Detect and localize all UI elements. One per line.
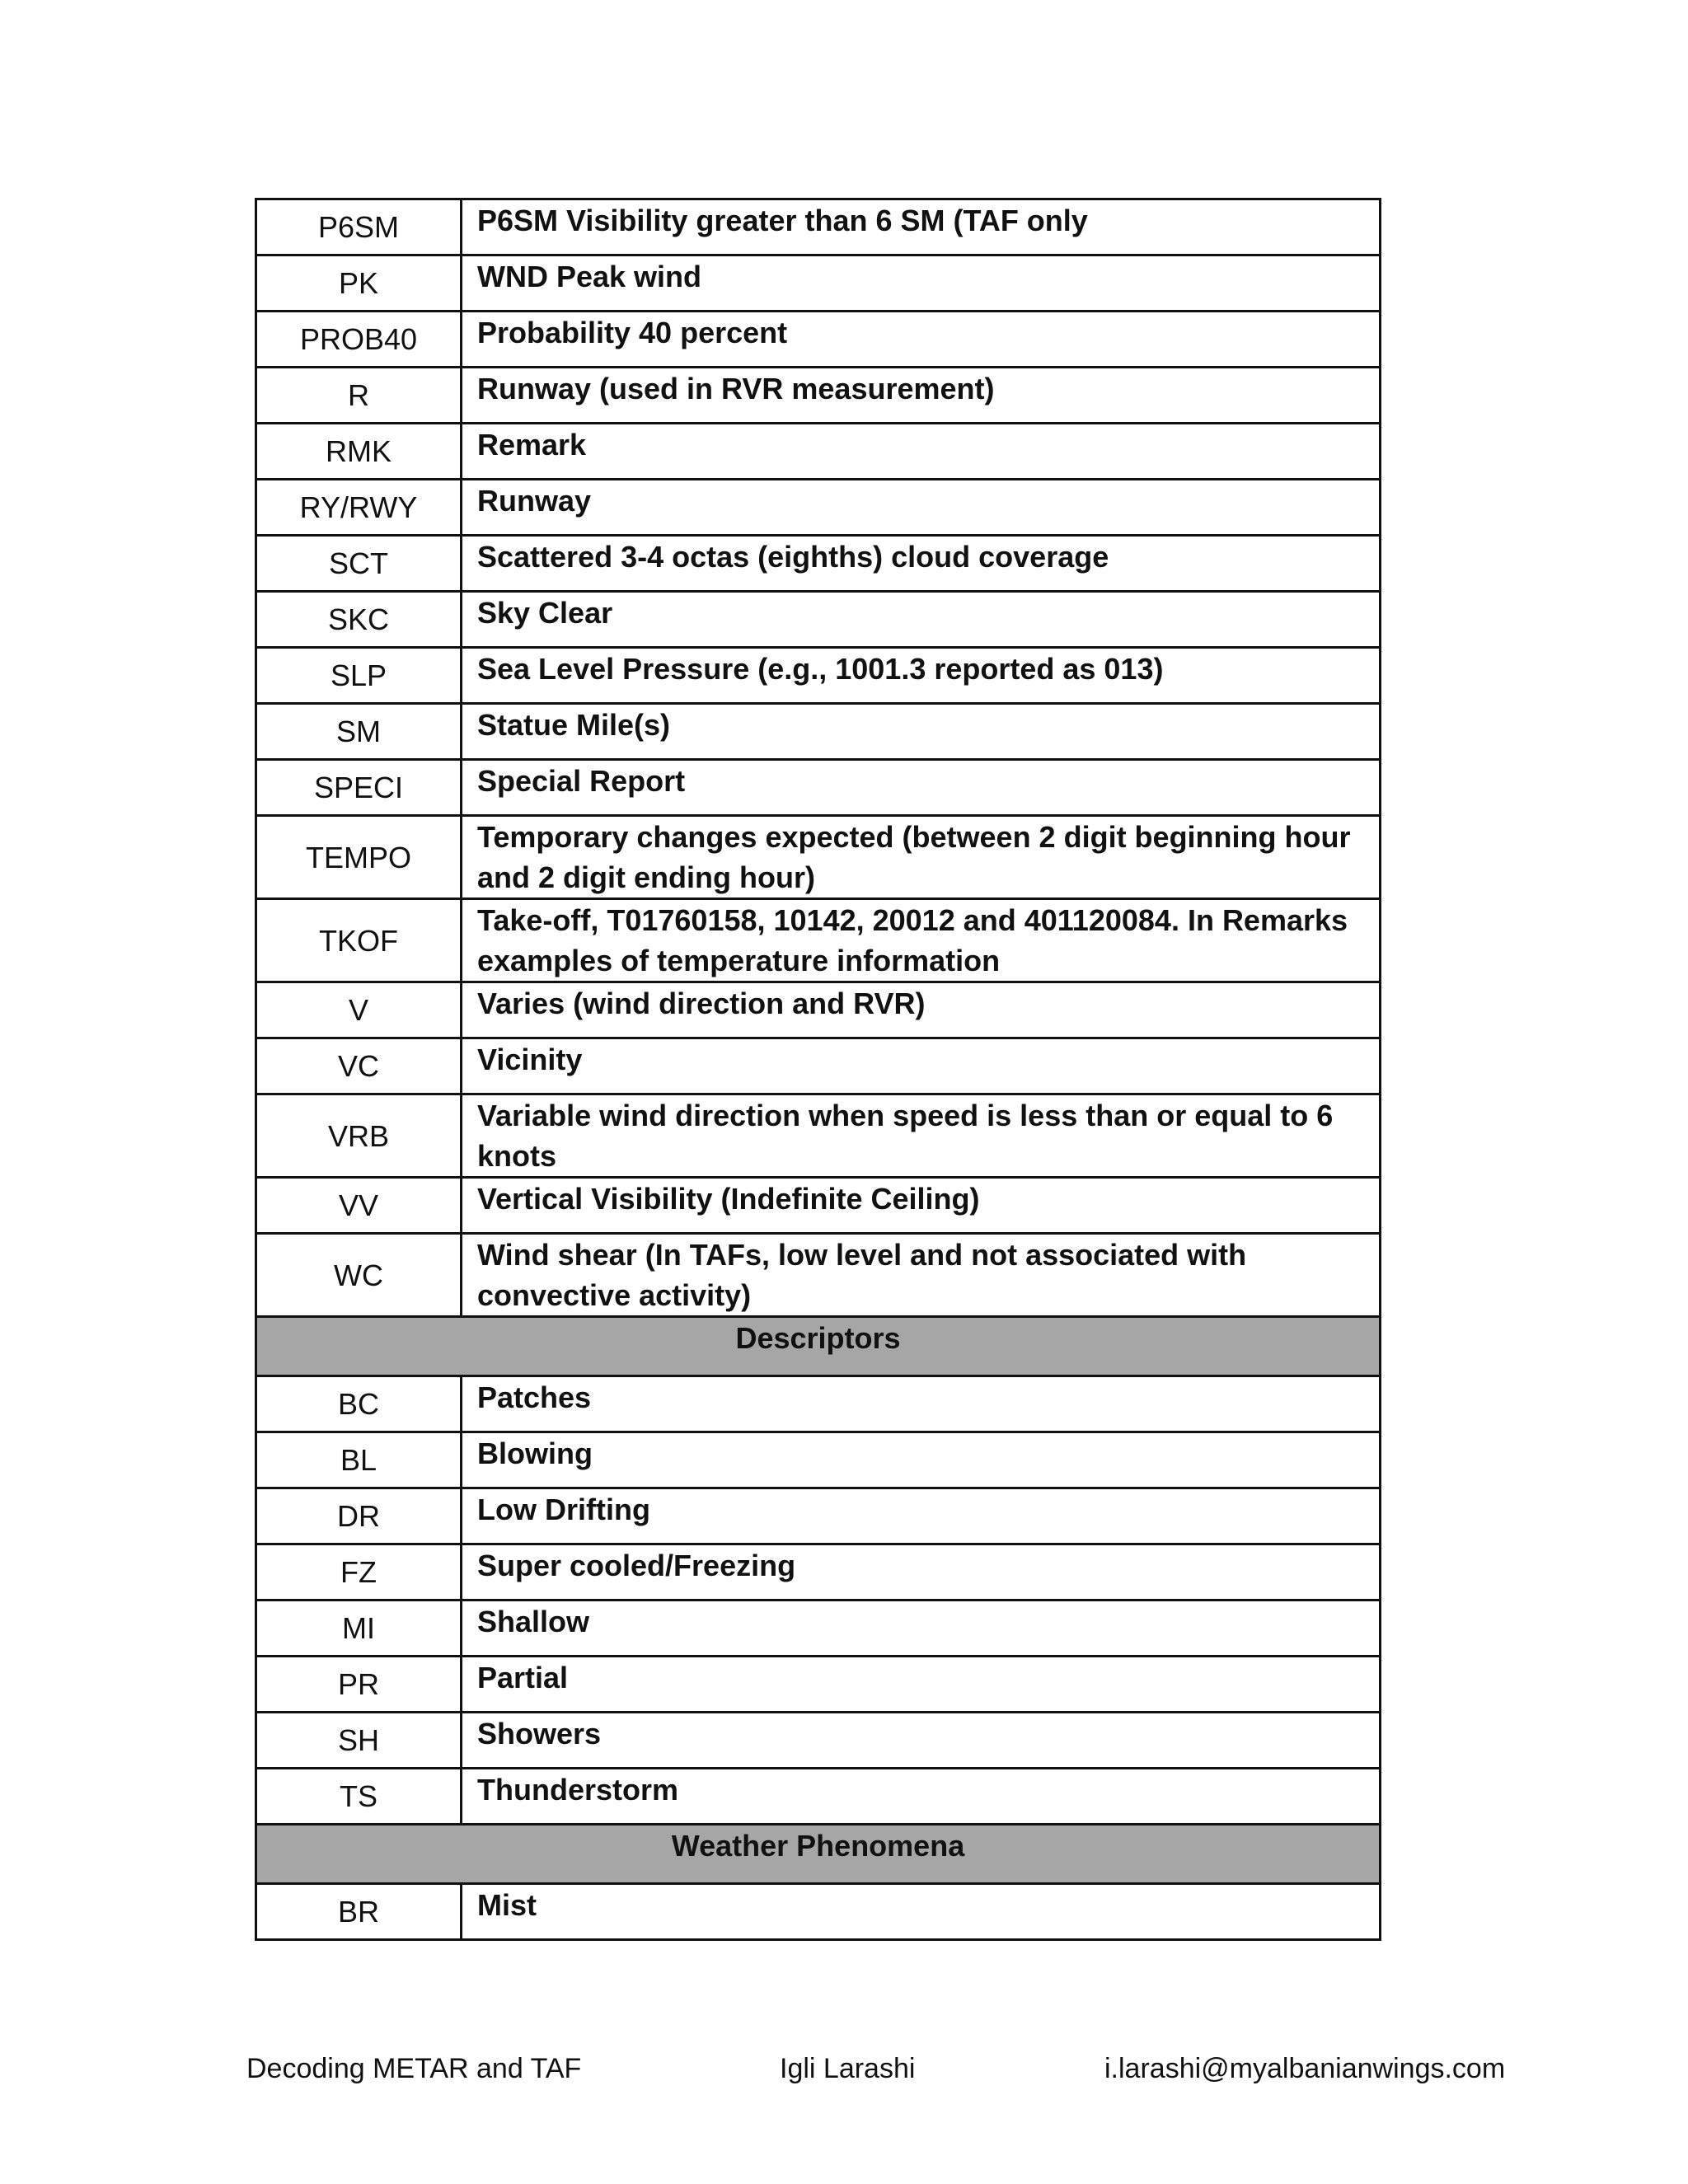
table-row <box>256 424 1381 480</box>
abbreviation-description: Sky Clear <box>462 592 1381 648</box>
abbreviation-code: SM <box>256 704 462 760</box>
abbreviation-code: PR <box>256 1657 462 1713</box>
table-row <box>256 1657 1381 1713</box>
abbreviation-code: TKOF <box>256 899 462 982</box>
abbreviation-code: VC <box>256 1038 462 1094</box>
section-title: Descriptors <box>256 1317 1381 1376</box>
section-title: Weather Phenomena <box>256 1825 1381 1884</box>
abbreviation-description: Blowing <box>462 1432 1381 1488</box>
abbreviation-description: Varies (wind direction and RVR) <box>462 982 1381 1038</box>
table-row <box>256 1544 1381 1601</box>
abbreviation-code: VRB <box>256 1094 462 1178</box>
abbreviation-description: Vertical Visibility (Indefinite Ceiling) <box>462 1178 1381 1234</box>
table-row <box>256 199 1381 255</box>
table-row <box>256 368 1381 424</box>
abbreviation-code: BR <box>256 1884 462 1940</box>
abbreviation-code: R <box>256 368 462 424</box>
table-row <box>256 1884 1381 1940</box>
table-row <box>256 1376 1381 1432</box>
table-row <box>256 982 1381 1038</box>
abbreviation-code: MI <box>256 1601 462 1657</box>
abbreviation-code: PROB40 <box>256 312 462 368</box>
abbreviation-code: BL <box>256 1432 462 1488</box>
abbreviation-description: Statue Mile(s) <box>462 704 1381 760</box>
table-row <box>256 704 1381 760</box>
table-row <box>256 648 1381 704</box>
abbreviation-code: SPECI <box>256 760 462 816</box>
abbreviation-description: Probability 40 percent <box>462 312 1381 368</box>
table-row <box>256 1234 1381 1317</box>
table-row <box>256 480 1381 536</box>
abbreviation-description: Mist <box>462 1884 1381 1940</box>
abbreviation-description: Super cooled/Freezing <box>462 1544 1381 1601</box>
abbreviation-description: Remark <box>462 424 1381 480</box>
abbreviation-description: Vicinity <box>462 1038 1381 1094</box>
abbreviation-description: Runway <box>462 480 1381 536</box>
abbreviation-code: DR <box>256 1488 462 1544</box>
abbreviation-code: P6SM <box>256 199 462 255</box>
table-row <box>256 1769 1381 1825</box>
abbreviation-code: WC <box>256 1234 462 1317</box>
table-row <box>256 1601 1381 1657</box>
abbreviation-description: Low Drifting <box>462 1488 1381 1544</box>
table-row <box>256 1178 1381 1234</box>
abbreviation-code: SCT <box>256 536 462 592</box>
section-header-row <box>256 1825 1381 1884</box>
footer-email: i.larashi@myalbanianwings.com <box>1104 2053 1506 2084</box>
abbreviation-description: Variable wind direction when speed is less than or equal to 6 knots <box>462 1094 1381 1178</box>
abbreviation-description: Showers <box>462 1713 1381 1769</box>
abbreviation-description: P6SM Visibility greater than 6 SM (TAF only <box>462 199 1381 255</box>
abbreviation-description: Scattered 3-4 octas (eighths) cloud coverage <box>462 536 1381 592</box>
abbreviation-code: TS <box>256 1769 462 1825</box>
abbreviation-description: Partial <box>462 1657 1381 1713</box>
table-row <box>256 816 1381 899</box>
abbreviation-code: FZ <box>256 1544 462 1601</box>
abbreviation-code: TEMPO <box>256 816 462 899</box>
abbreviation-description: Take-off, T01760158, 10142, 20012 and 401120084. In Remarks examples of temperature information <box>462 899 1381 982</box>
abbreviations-table <box>255 198 1381 1941</box>
abbreviation-description: Runway (used in RVR measurement) <box>462 368 1381 424</box>
table-row <box>256 312 1381 368</box>
abbreviation-description: Temporary changes expected (between 2 digit beginning hour and 2 digit ending hour) <box>462 816 1381 899</box>
table-row <box>256 1432 1381 1488</box>
abbreviation-description: Patches <box>462 1376 1381 1432</box>
table-row <box>256 1713 1381 1769</box>
abbreviation-description: Sea Level Pressure (e.g., 1001.3 reported as 013) <box>462 648 1381 704</box>
table-row <box>256 899 1381 982</box>
abbreviation-code: VV <box>256 1178 462 1234</box>
abbreviation-code: PK <box>256 255 462 312</box>
abbreviation-description: Thunderstorm <box>462 1769 1381 1825</box>
table-row <box>256 1094 1381 1178</box>
abbreviation-description: Shallow <box>462 1601 1381 1657</box>
table-row <box>256 1038 1381 1094</box>
table-row <box>256 536 1381 592</box>
abbreviations-table-body <box>256 199 1381 1940</box>
table-row <box>256 760 1381 816</box>
abbreviation-description: Wind shear (In TAFs, low level and not associated with convective activity) <box>462 1234 1381 1317</box>
abbreviation-code: V <box>256 982 462 1038</box>
abbreviation-code: RY/RWY <box>256 480 462 536</box>
footer-document-title: Decoding METAR and TAF <box>246 2053 582 2084</box>
table-row <box>256 255 1381 312</box>
abbreviation-code: BC <box>256 1376 462 1432</box>
table-row <box>256 1488 1381 1544</box>
section-header-row <box>256 1317 1381 1376</box>
footer-author: Igli Larashi <box>780 2053 916 2084</box>
abbreviation-code: SKC <box>256 592 462 648</box>
abbreviation-code: RMK <box>256 424 462 480</box>
abbreviation-code: SLP <box>256 648 462 704</box>
abbreviation-description: Special Report <box>462 760 1381 816</box>
table-row <box>256 592 1381 648</box>
abbreviation-description: WND Peak wind <box>462 255 1381 312</box>
abbreviation-code: SH <box>256 1713 462 1769</box>
